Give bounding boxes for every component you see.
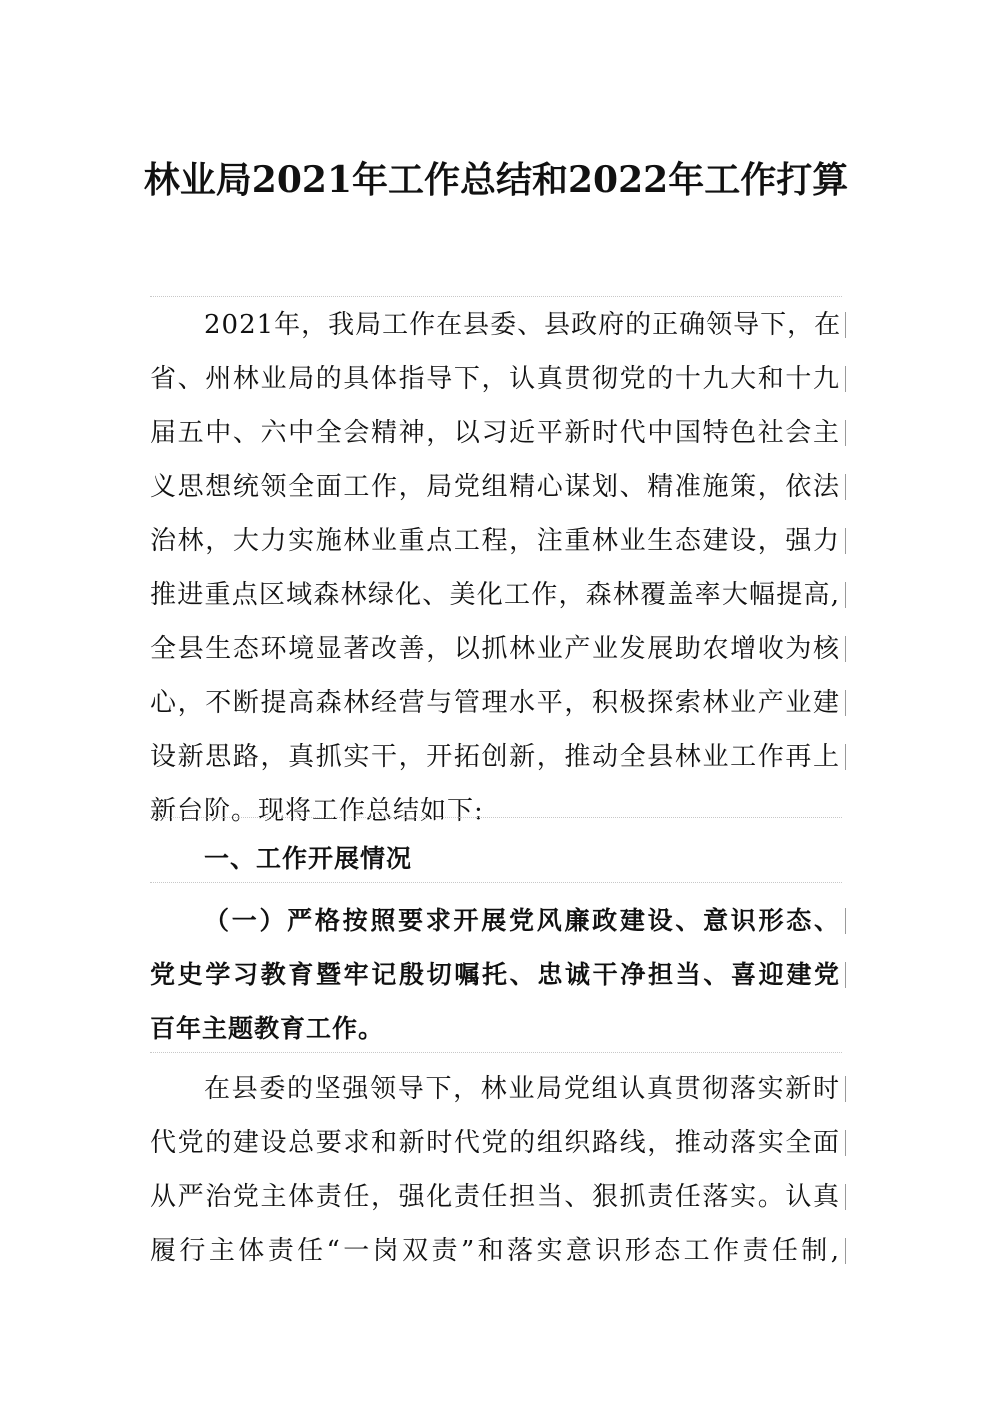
subsection-heading-block	[150, 894, 840, 1056]
subsection-heading-line: （一）严格按照要求开展党风廉政建设、意识形态、	[150, 894, 840, 948]
section-heading: 一、工作开展情况	[204, 844, 413, 873]
subsection-heading-line: 党史学习教育暨牢记殷切嘱托、忠诚干净担当、喜迎建党	[150, 948, 840, 1002]
intro-paragraph	[150, 298, 840, 838]
text-line: 2021年，我局工作在县委、县政府的正确领导下，在	[150, 298, 840, 352]
paragraph-divider	[150, 296, 842, 297]
paragraph-divider	[150, 817, 842, 818]
text-line: 代党的建设总要求和新时代党的组织路线，推动落实全面	[150, 1116, 840, 1170]
text-line: 省、州林业局的具体指导下，认真贯彻党的十九大和十九	[150, 352, 840, 406]
document-title: 林业局2021年工作总结和2022年工作打算	[143, 159, 849, 201]
paragraph-divider	[150, 882, 842, 883]
text-line: 在县委的坚强领导下，林业局党组认真贯彻落实新时	[150, 1062, 840, 1116]
text-line: 治林，大力实施林业重点工程，注重林业生态建设，强力	[150, 514, 840, 568]
text-line: 推进重点区域森林绿化、美化工作，森林覆盖率大幅提高,	[150, 568, 840, 622]
text-line: 新台阶。现将工作总结如下:	[150, 796, 484, 826]
text-line: 设新思路，真抓实干，开拓创新，推动全县林业工作再上	[150, 730, 840, 784]
text-line: 从严治党主体责任，强化责任担当、狠抓责任落实。认真	[150, 1170, 840, 1224]
text-line: 届五中、六中全会精神，以习近平新时代中国特色社会主	[150, 406, 840, 460]
text-line: 全县生态环境显著改善，以抓林业产业发展助农增收为核	[150, 622, 840, 676]
section-heading-block	[150, 832, 840, 886]
text-line: 心，不断提高森林经营与管理水平，积极探索林业产业建	[150, 676, 840, 730]
text-line: 履行主体责任“一岗双责”和落实意识形态工作责任制,	[150, 1224, 840, 1278]
text-line: 义思想统领全面工作，局党组精心谋划、精准施策，依法	[150, 460, 840, 514]
subsection-heading-line: 百年主题教育工作。	[150, 1014, 385, 1043]
body-paragraph	[150, 1062, 840, 1278]
paragraph-divider	[150, 1052, 842, 1053]
